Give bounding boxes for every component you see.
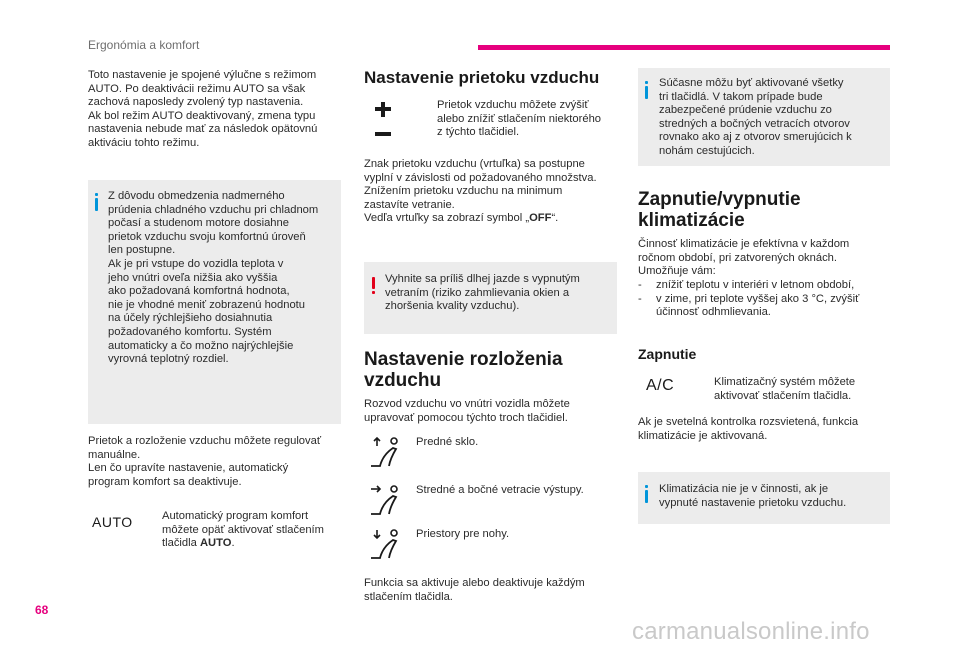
text-end: . xyxy=(231,537,235,550)
text-line: požadovaného komfortu. Systém xyxy=(108,325,272,338)
text-line: tlačidla xyxy=(162,537,200,550)
text-line: aktiváciu tohto režimu. xyxy=(88,136,200,149)
info-box-ac-inactive xyxy=(638,472,890,524)
footwell-vent-icon xyxy=(369,528,403,560)
list-dash: - xyxy=(638,279,642,291)
flow-description xyxy=(364,158,624,226)
heading-air-flow: Nastavenie prietoku vzduchu xyxy=(364,68,600,87)
heading-line: klimatizácie xyxy=(638,210,745,231)
ac-button-text xyxy=(714,376,894,403)
text-line: účinnosť odhmlievania. xyxy=(656,306,771,319)
text-line: počasí a studenom motore dosiahne xyxy=(108,217,289,230)
text-line: Z dôvodu obmedzenia nadmerného xyxy=(108,190,285,202)
text-line: vyplní v závislosti od požadovaného množstva. xyxy=(364,171,597,184)
list-item xyxy=(638,279,898,293)
text-line: Klimatizácia nie je v činnosti, ak je xyxy=(659,483,829,495)
heading-line: Zapnutie/vypnutie xyxy=(638,189,801,210)
info-box-all-buttons xyxy=(638,68,890,166)
text-line: nie je vhodné meniť zobrazenú hodnotu xyxy=(108,298,306,311)
face-vent-icon xyxy=(369,484,403,516)
text-line: môžete opäť aktivovať stlačením xyxy=(162,523,324,536)
text-line: alebo znížiť stlačením niektorého xyxy=(437,112,602,125)
dist-item-centre-vents: Stredné a bočné vetracie výstupy. xyxy=(416,484,584,496)
text-line: stredných a bočných vetracích otvorov xyxy=(659,117,850,130)
text-line: Len čo upravíte nastavenie, automatický xyxy=(88,462,289,475)
list-dash: - xyxy=(638,292,642,305)
text-line: Znak prietoku vzduchu (vrtuľka) sa postupne xyxy=(364,158,585,170)
distribution-footer xyxy=(364,577,624,604)
off-symbol: OFF xyxy=(529,212,552,225)
flow-text xyxy=(437,99,627,140)
ac-lamp-text xyxy=(638,416,898,443)
col1-intro xyxy=(88,69,348,151)
text-line: Ak je svetelná kontrolka rozsvietená, funkcia xyxy=(638,416,859,428)
section-accent-bar xyxy=(478,45,890,50)
text-line: Ak bol režim AUTO deaktivovaný, zmena typu xyxy=(88,109,316,122)
text-line: prúdenia chladného vzduchu pri chladnom xyxy=(108,203,319,216)
heading-ac-on-off xyxy=(638,189,801,231)
text-line: AUTO. Po deaktivácii režimu AUTO sa však xyxy=(88,82,306,95)
text-line: vetraním (riziko zahmlievania okien a xyxy=(385,286,570,299)
info-icon xyxy=(645,86,648,99)
auto-text xyxy=(162,510,352,551)
text-line: Činnosť klimatizácie je efektívna v každom xyxy=(638,238,850,250)
warning-box-ventilation xyxy=(364,262,617,334)
section-title: Ergonómia a komfort xyxy=(88,38,200,52)
text-line: Rozvod vzduchu vo vnútri vozidla môžete xyxy=(364,398,570,410)
text-line: rovnako ako aj z otvorov smerujúcich k xyxy=(659,131,852,144)
text-line: Súčasne môžu byť aktivované všetky xyxy=(659,77,844,89)
text-line: z týchto tlačidiel. xyxy=(437,126,520,139)
ac-benefits-list xyxy=(638,279,898,320)
flow-plus-minus-icon xyxy=(371,102,397,138)
text-line: Znížením prietoku vzduchu na minimum xyxy=(364,185,563,198)
info-box-text xyxy=(659,483,889,510)
text-line: zachová naposledy zvolený typ nastavenia. xyxy=(88,96,304,109)
text-line: znížiť teplotu v interiéri v letnom období, xyxy=(656,279,855,291)
text-line: len postupne. xyxy=(108,244,176,257)
info-box-cold-air xyxy=(88,180,341,424)
text-line: automaticky a čo možno najrýchlejšie xyxy=(108,339,294,352)
info-icon xyxy=(95,198,98,211)
dist-item-windscreen: Predné sklo. xyxy=(416,436,479,448)
text-line: tri tlačidlá. V takom prípade bude xyxy=(659,90,823,103)
text-line: zastavíte vetranie. xyxy=(364,198,455,211)
text-line: Toto nastavenie je spojené výlučne s režimom xyxy=(88,69,317,81)
text-line: Umožňuje vám: xyxy=(638,265,716,278)
distribution-description xyxy=(364,398,624,425)
text-line: Vedľa vrtuľky sa zobrazí symbol „ xyxy=(364,212,530,225)
text-line: vyrovná teplotný rozdiel. xyxy=(108,353,229,366)
text-line: upravovať pomocou týchto troch tlačidiel. xyxy=(364,411,568,424)
text-line: Vyhnite sa príliš dlhej jazde s vypnutým xyxy=(385,273,580,285)
page-number: 68 xyxy=(35,603,49,617)
text-line: Prietok a rozloženie vzduchu môžete regulovať xyxy=(88,435,322,447)
info-icon xyxy=(645,490,648,503)
auto-button-icon: AUTO xyxy=(92,514,133,530)
text-line: prietok vzduchu svoju komfortnú úroveň xyxy=(108,230,306,243)
text-line: vypnuté nastavenie prietoku vzduchu. xyxy=(659,496,847,509)
warning-icon xyxy=(372,277,375,289)
text-line: klimatizácie je aktivovaná. xyxy=(638,429,768,442)
dist-item-footwell: Priestory pre nohy. xyxy=(416,528,510,540)
heading-line: Nastavenie rozloženia xyxy=(364,349,563,370)
text-line: Prietok vzduchu môžete zvýšiť xyxy=(437,99,589,111)
text-line: zabezpečené prúdenie vzduchu zo xyxy=(659,104,832,117)
info-box-text xyxy=(108,190,340,367)
windscreen-vent-icon xyxy=(369,436,403,468)
heading-air-distribution xyxy=(364,349,563,391)
text-line: manuálne. xyxy=(88,448,141,461)
text-line: nohám cestujúcich. xyxy=(659,144,755,157)
text-line: aktivovať stlačením tlačidla. xyxy=(714,389,852,402)
text-line: jeho vnútri oveľa nižšia ako vyššia xyxy=(108,271,278,284)
text-line: Klimatizačný systém môžete xyxy=(714,376,856,388)
text-line: zhoršenia kvality vzduchu). xyxy=(385,300,520,313)
text-line: program komfort sa deaktivuje. xyxy=(88,475,242,488)
text-line: nastavenia nebude mať za následok opätovnú xyxy=(88,123,318,136)
watermark: carmanualsonline.info xyxy=(632,618,870,645)
subheading-switch-on: Zapnutie xyxy=(638,346,697,362)
text-line: na účely rýchlejšieho dosiahnutia xyxy=(108,312,273,325)
text-line: stlačením tlačidla. xyxy=(364,590,453,603)
list-item xyxy=(638,293,898,320)
text-line: ako požadovaná komfortná hodnota, xyxy=(108,285,290,298)
text-end: “. xyxy=(551,212,559,225)
text-line: v zime, pri teplote vyššej ako 3 °C, zvýšiť xyxy=(656,292,860,305)
ac-button-icon: A/C xyxy=(646,377,675,394)
text-line: Automatický program komfort xyxy=(162,510,309,522)
auto-bold: AUTO xyxy=(199,537,232,550)
heading-line: vzduchu xyxy=(364,370,442,391)
warning-text xyxy=(385,273,615,314)
col1-manual xyxy=(88,435,348,489)
info-box-text xyxy=(659,77,889,159)
ac-description xyxy=(638,238,898,279)
text-line: Ak je pri vstupe do vozidla teplota v xyxy=(108,257,284,270)
text-line: Funkcia sa aktivuje alebo deaktivuje každým xyxy=(364,577,585,589)
text-line: ročnom období, pri zatvorených oknách. xyxy=(638,251,837,264)
